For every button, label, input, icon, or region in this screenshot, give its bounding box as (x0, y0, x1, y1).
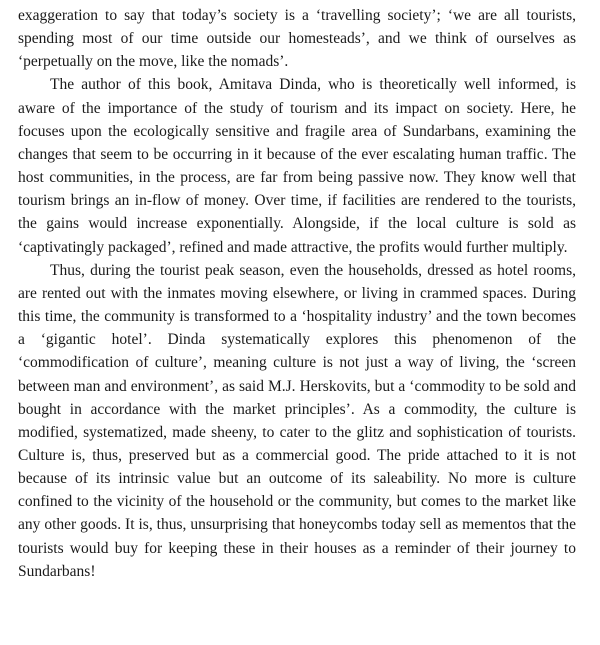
paragraph-3: Thus, during the tourist peak season, even the households, dressed as hotel rooms, are rented out with the inmates moving elsewhere, or living in crammed spaces. During this time, the community is transformed to a ‘hospitality industry’ and the town becomes a ‘gigantic hotel’. Dinda systematically explores this phenomenon of the ‘commodification of culture’, meaning culture is not just a way of living, the ‘screen between man and environment’, as said M.J. Herskovits, but a ‘commodity to be sold and bought in accordance with the market principles’. As a commodity, the culture is modified, systematized, made sheeny, to cater to the glitz and sophistication of tourists. Culture is, thus, preserved but as a commercial good. The pride attached to it is not because of its intrinsic value but an outcome of its saleability. No more is culture confined to the vicinity of the household or the community, but comes to the market like any other goods. It is, thus, unsurprising that honeycombs today sell as mementos that the tourists would buy for keeping these in their houses as a reminder of their journey to Sundarbans! (18, 261, 576, 580)
paragraph-2: The author of this book, Amitava Dinda, who is theoretically well informed, is aware of the importance of the study of tourism and its impact on society. Here, he focuses upon the ecologically sensitive and fragile area of Sundarbans, examining the changes that seem to be occurring in it because of the ever escalating human traffic. The host communities, in the process, are far from being passive now. They know well that tourism brings an in-flow of money. Over time, if facilities are rendered to the tourists, the gains would increase exponentially. Alongside, if the local culture is sold as ‘captivatingly packaged’, refined and made attractive, the profits would further multiply. (18, 76, 576, 256)
paragraph-1: exaggeration to say that today’s society is a ‘travelling society’; ‘we are all tourists, spending most of our time outside our homesteads’, and we think of ourselves as ‘perpetually on the move, like the nomads’. (18, 7, 576, 71)
